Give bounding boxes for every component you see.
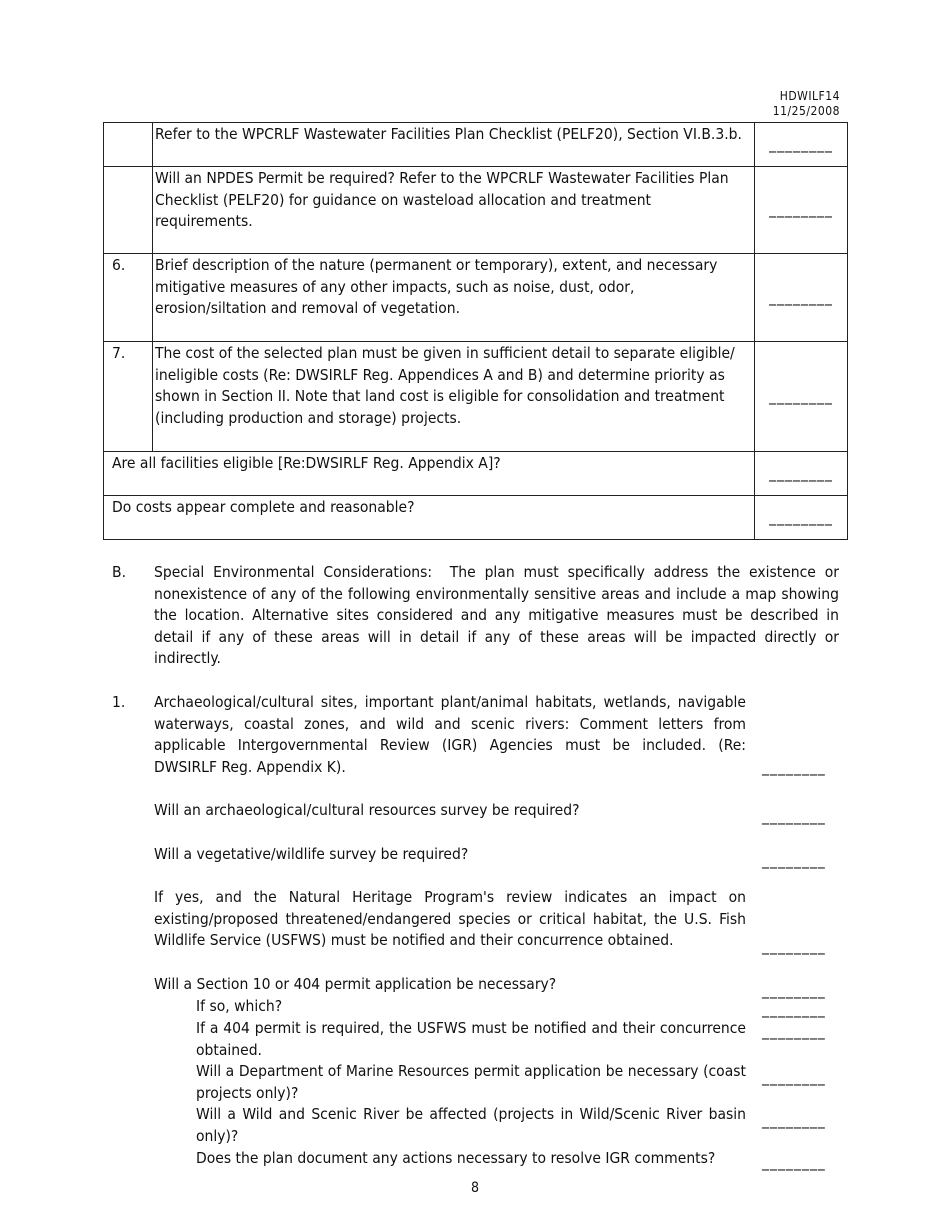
list-item [112, 1018, 839, 1061]
item-text: If yes, and the Natural Heritage Program's review indicates an impact on existing/proposed threatened/endangered species or critical habitat, the U.S. Fish Wildlife Service (USFWS) must be notified and their concurrence obtained. [154, 888, 746, 949]
row-text-content: Do costs appear complete and reasonable? [112, 498, 415, 516]
page-number: 8 [470, 1180, 479, 1196]
row-text [153, 167, 755, 254]
row-text-content: Will an NPDES Permit be required? Refer to the WPCRLF Wastewater Facilities Plan Checklist (PELF20) for guidance on wasteload allocation and treatment requirements. [155, 169, 729, 230]
item-text: Will a Department of Marine Resources permit application be necessary (coast projects only)? [196, 1062, 746, 1102]
row-number [104, 123, 153, 167]
row-number [104, 342, 153, 452]
table-row [104, 342, 848, 452]
item-text: If so, which? [196, 997, 283, 1015]
answer-blank[interactable]: ________ [755, 342, 848, 452]
list-item [112, 996, 839, 1018]
answer-blank[interactable]: ________ [762, 1110, 826, 1129]
document-header [740, 89, 840, 119]
item-text: Does the plan document any actions necessary to resolve IGR comments? [196, 1149, 716, 1167]
answer-blank[interactable]: ________ [755, 254, 848, 342]
list-item [112, 887, 839, 955]
row-number-content: 6. [112, 256, 126, 274]
list-item [112, 1148, 839, 1170]
answer-blank[interactable]: ________ [762, 851, 826, 869]
row-number [104, 167, 153, 254]
item-text: Will an archaeological/cultural resources survey be required? [154, 801, 580, 819]
section-b-title: Special Environmental Considerations: [154, 563, 433, 581]
list-item [112, 974, 839, 999]
item-text: Will a vegetative/wildlife survey be required? [154, 845, 469, 863]
list-item [112, 1104, 839, 1147]
item-text: If a 404 permit is required, the USFWS must be notified and their concurrence obtained. [196, 1019, 746, 1059]
item-text: Archaeological/cultural sites, important plant/animal habitats, wetlands, navigable waterways, coastal zones, and wild and scenic rivers: Comment letters from applicable Intergovernmental Review (IGR) Agencies must be included. (Re: DWSIRLF Reg. Appendix K). [154, 693, 746, 776]
answer-blank[interactable]: ________ [762, 1021, 826, 1040]
item-text: Will a Section 10 or 404 permit application be necessary? [154, 975, 557, 993]
answer-blank[interactable]: ________ [762, 1000, 826, 1018]
answer-blank[interactable]: ________ [762, 937, 826, 955]
row-text-content: Brief description of the nature (permanent or temporary), extent, and necessary mitigative measures of any other impacts, such as noise, dust, odor, erosion/siltation and removal of vegetation. [155, 256, 718, 317]
section-b-label: B. [112, 563, 126, 581]
answer-blank[interactable]: ________ [755, 123, 848, 167]
row-text [153, 342, 755, 452]
table-row [104, 254, 848, 342]
checklist-table [103, 122, 848, 540]
answer-blank[interactable]: ________ [755, 452, 848, 496]
table-row [104, 452, 848, 496]
table-row [104, 167, 848, 254]
row-number-content: 7. [112, 344, 126, 362]
answer-blank[interactable]: ________ [762, 757, 826, 776]
table-row [104, 123, 848, 167]
table-row [104, 496, 848, 540]
row-text-content: Are all facilities eligible [Re:DWSIRLF Reg. Appendix A]? [112, 454, 501, 472]
list-item [112, 800, 839, 825]
row-text [153, 254, 755, 342]
answer-blank[interactable]: ________ [755, 496, 848, 540]
section-b-body [154, 562, 839, 670]
form-date: 11/25/2008 [772, 104, 840, 118]
row-number [104, 254, 153, 342]
answer-blank[interactable]: ________ [762, 1153, 826, 1171]
answer-blank[interactable]: ________ [762, 807, 826, 825]
answer-blank[interactable]: ________ [755, 167, 848, 254]
list-item [112, 692, 839, 778]
section-b-text: The plan must specifically address the existence or nonexistence of any of the following environmentally sensitive areas and include a map showing the location. Alternative sites considered and any mitigative measures must be described in detail if any of these areas will in detail if any of these areas will be impacted directly or indirectly. [154, 563, 840, 667]
item-number: 1. [112, 693, 126, 711]
list-item [112, 844, 839, 869]
row-text-content: Refer to the WPCRLF Wastewater Facilities Plan Checklist (PELF20), Section VI.B.3.b. [155, 125, 742, 143]
form-code: HDWILF14 [779, 89, 840, 103]
list-item [112, 1061, 839, 1104]
row-text [153, 123, 755, 167]
row-text-content: The cost of the selected plan must be given in sufficient detail to separate eligible/ ineligible costs (Re: DWSIRLF Reg. Appendices A and B) and determine priority as shown in Section II. Note that land cost is eligible for consolidation and treatment (including production and storage) projects. [155, 344, 735, 427]
section-b [112, 562, 839, 670]
row-text [104, 452, 755, 496]
answer-blank[interactable]: ________ [762, 981, 826, 999]
item-text: Will a Wild and Scenic River be affected (projects in Wild/Scenic River basin only)? [196, 1105, 746, 1145]
answer-blank[interactable]: ________ [762, 1067, 826, 1086]
row-text [104, 496, 755, 540]
